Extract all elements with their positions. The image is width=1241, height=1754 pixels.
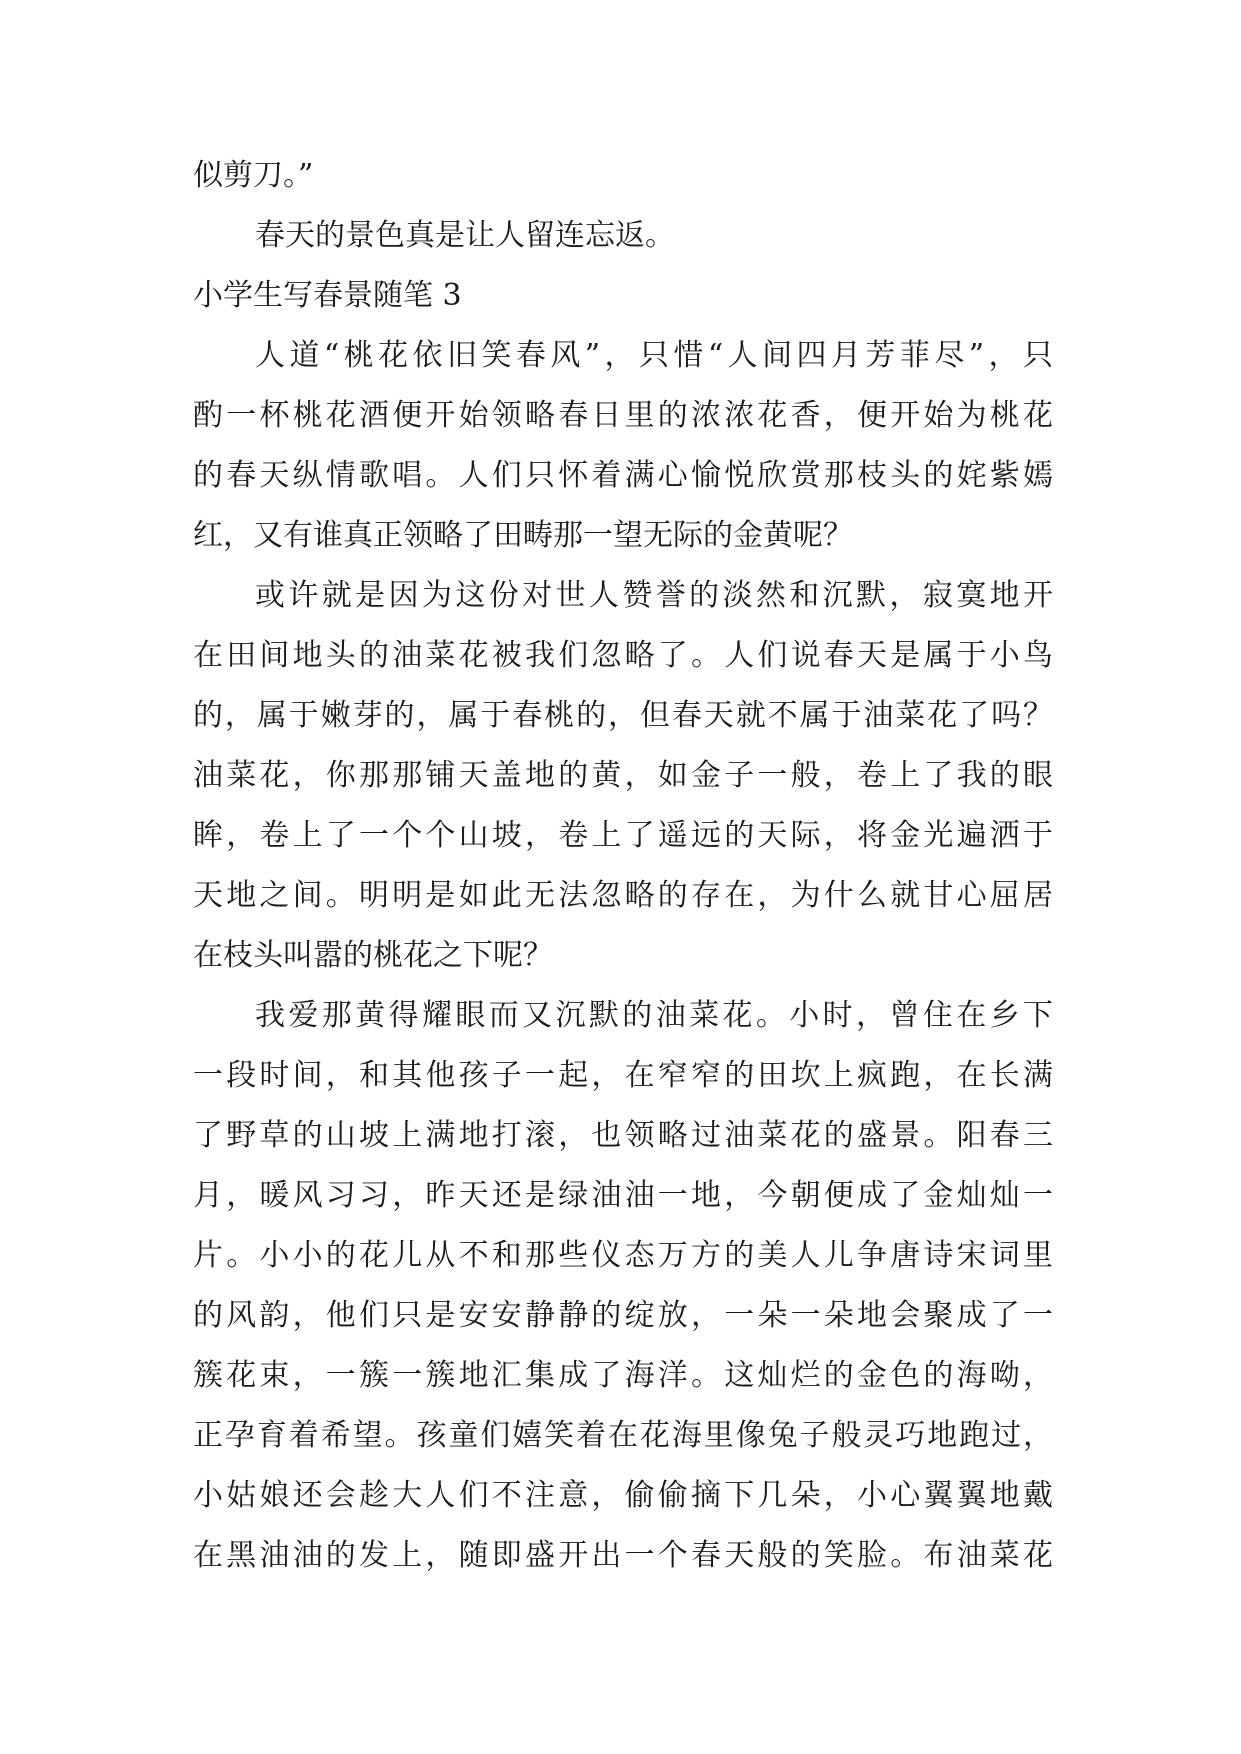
paragraph-line: 眸，卷上了一个个山坡，卷上了遥远的天际，将金光遍洒于 <box>193 818 1053 853</box>
paragraph-line: 或许就是因为这份对世人赞誉的淡然和沉默，寂寞地开 <box>255 578 1053 613</box>
paragraph-line: 片。小小的花儿从不和那些仪态万方的美人儿争唐诗宋词里 <box>193 1238 1053 1273</box>
paragraph-line: 月，暖风习习，昨天还是绿油油一地，今朝便成了金灿灿一 <box>193 1178 1053 1213</box>
paragraph-line: 我爱那黄得耀眼而又沉默的油菜花。小时，曾住在乡下 <box>255 998 1053 1033</box>
paragraph-line: 一段时间，和其他孩子一起，在窄窄的田坎上疯跑，在长满 <box>193 1058 1053 1093</box>
paragraph-line: 在田间地头的油菜花被我们忽略了。人们说春天是属于小鸟 <box>193 638 1053 673</box>
paragraph-line: 在黑油油的发上，随即盛开出一个春天般的笑脸。布油菜花 <box>193 1538 1053 1573</box>
paragraph-line: 似剪刀。” <box>193 158 314 193</box>
article-body <box>193 146 1053 1586</box>
paragraph-line: 簇花束，一簇一簇地汇集成了海洋。这灿烂的金色的海呦， <box>193 1358 1053 1393</box>
paragraph-line: 在枝头叫嚣的桃花之下呢？ <box>193 938 553 973</box>
paragraph-line: 的春天纵情歌唱。人们只怀着满心愉悦欣赏那枝头的姹紫嫣 <box>193 458 1053 493</box>
paragraph-line: 的，属于嫩芽的，属于春桃的，但春天就不属于油菜花了吗？ <box>193 698 1053 733</box>
paragraph-line: 正孕育着希望。孩童们嬉笑着在花海里像兔子般灵巧地跑过， <box>193 1418 1053 1453</box>
paragraph-line: 了野草的山坡上满地打滚，也领略过油菜花的盛景。阳春三 <box>193 1118 1053 1153</box>
paragraph-line: 春天的景色真是让人留连忘返。 <box>255 218 675 253</box>
paragraph-line: 红，又有谁真正领略了田畴那一望无际的金黄呢？ <box>193 518 853 553</box>
paragraph-line: 天地之间。明明是如此无法忽略的存在，为什么就甘心屈居 <box>193 878 1053 913</box>
paragraph-line: 酌一杯桃花酒便开始领略春日里的浓浓花香，便开始为桃花 <box>193 398 1053 433</box>
paragraph-line: 小姑娘还会趁大人们不注意，偷偷摘下几朵，小心翼翼地戴 <box>193 1478 1053 1513</box>
paragraph-line: 油菜花，你那那铺天盖地的黄，如金子一般，卷上了我的眼 <box>193 758 1053 793</box>
section-heading: 小学生写春景随笔 3 <box>193 278 462 313</box>
paragraph-line: 人道“桃花依旧笑春风”，只惜“人间四月芳菲尽”，只 <box>255 338 1053 373</box>
paragraph-line: 的风韵，他们只是安安静静的绽放，一朵一朵地会聚成了一 <box>193 1298 1053 1333</box>
